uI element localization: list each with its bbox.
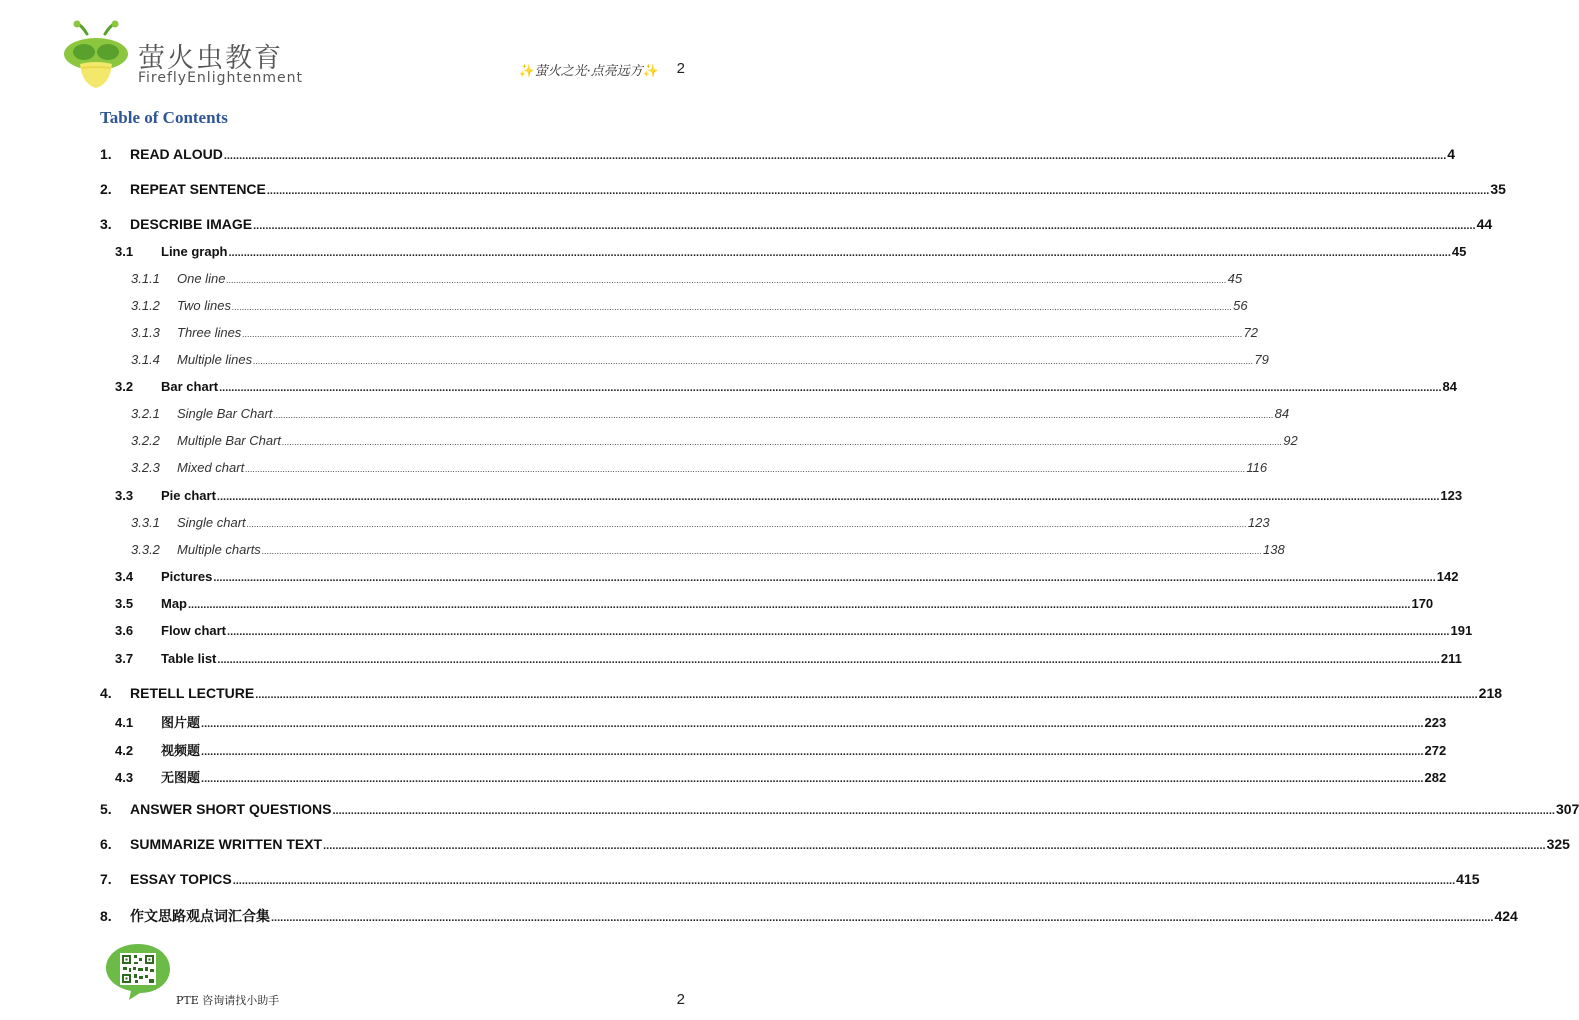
toc-entry-level-1[interactable] (100, 146, 1456, 162)
brand-name-chinese: 萤火虫教育 (138, 43, 283, 74)
toc-entry-level-3[interactable] (131, 542, 1285, 557)
toc-entry-number: 5. (100, 801, 112, 817)
toc-entry-level-2[interactable] (115, 379, 1458, 394)
toc-entry-title: 视频题 (161, 743, 201, 758)
toc-entry-title: Two lines (177, 298, 231, 313)
toc-entry-level-3[interactable] (131, 298, 1248, 313)
toc-entry-title: READ ALOUD (130, 146, 223, 162)
toc-entry-number: 6. (100, 836, 112, 852)
firefly-logo-icon (60, 20, 132, 92)
brand-name-english: FireflyEnlightenment (138, 70, 303, 86)
toc-entry-number: 3.3.2 (131, 542, 160, 557)
toc-entry-number: 1. (100, 146, 112, 162)
toc-entry-level-1[interactable] (100, 836, 1570, 852)
toc-entry-level-2[interactable] (115, 712, 1447, 731)
toc-leader-dots: ................................................................................................................................................................................................................................................................................................................................................................................................................ (266, 185, 1490, 197)
toc-entry-title: 无图题 (161, 770, 201, 785)
toc-entry-page: 4 (1447, 146, 1456, 162)
toc-entry-level-2[interactable] (115, 569, 1459, 584)
toc-leader-dots: ................................................................................................................................................................................................................................................................................................................................................................................................................ (255, 689, 1478, 701)
toc-leader-dots: ................................................................................................................................................................................................................................................................................................................................................................................................................ (213, 572, 1436, 584)
toc-entry-title: Pie chart (161, 488, 216, 503)
toc-entry-level-1[interactable] (100, 181, 1506, 197)
toc-entry-number: 3. (100, 216, 112, 232)
toc-entry-title: Three lines (177, 325, 242, 340)
toc-entry-title: Multiple lines (177, 352, 253, 367)
toc-entry-page: 45 (1451, 244, 1467, 259)
toc-entry-page: 56 (1233, 298, 1248, 313)
wechat-qr-code-icon (103, 940, 173, 1002)
toc-entry-page: 424 (1494, 908, 1518, 924)
toc-entry-number: 8. (100, 908, 112, 924)
toc-leader-dots: ................................................................................................................................................................................................................................................................................................................................................................................................................ (242, 329, 1243, 339)
toc-leader-dots: ................................................................................................................................................................................................................................................................................................................................................................................................................ (323, 840, 1546, 852)
toc-entry-number: 3.3 (115, 488, 134, 503)
toc-leader-dots: ................................................................................................................................................................................................................................................................................................................................................................................................................ (253, 356, 1254, 366)
sparkle-icon: ✨ (518, 64, 535, 79)
toc-entry-level-3[interactable] (131, 433, 1298, 448)
toc-entry-number: 3.1.1 (131, 271, 160, 286)
toc-entry-number: 3.1.4 (131, 352, 160, 367)
toc-entry-title: Single chart (177, 515, 246, 530)
toc-entry-page: 211 (1440, 651, 1462, 666)
toc-entry-page: 142 (1436, 569, 1459, 584)
toc-leader-dots: ................................................................................................................................................................................................................................................................................................................................................................................................................ (231, 302, 1233, 312)
toc-leader-dots: ................................................................................................................................................................................................................................................................................................................................................................................................................ (223, 150, 1447, 162)
toc-entry-page: 223 (1424, 715, 1447, 730)
toc-entry-page: 123 (1440, 488, 1463, 503)
toc-leader-dots: ................................................................................................................................................................................................................................................................................................................................................................................................................ (273, 410, 1274, 420)
toc-entry-number: 4. (100, 685, 112, 701)
toc-leader-dots: ................................................................................................................................................................................................................................................................................................................................................................................................................ (227, 626, 1450, 638)
toc-entry-title: One line (177, 271, 226, 286)
footer-page-number: 2 (676, 991, 685, 1008)
toc-entry-page: 116 (1246, 460, 1268, 475)
toc-entry-title: Bar chart (161, 379, 219, 394)
toc-entry-level-2[interactable] (115, 488, 1463, 503)
sparkle-icon: ✨ (642, 64, 659, 79)
toc-entry-page: 84 (1274, 406, 1290, 421)
toc-entry-level-2[interactable] (115, 740, 1447, 759)
toc-entry-title: SUMMARIZE WRITTEN TEXT (130, 836, 323, 852)
toc-entry-title: Multiple charts (177, 542, 261, 557)
toc-entry-level-2[interactable] (115, 244, 1467, 259)
toc-entry-level-3[interactable] (131, 515, 1270, 530)
toc-entry-page: 123 (1247, 515, 1270, 530)
toc-entry-level-3[interactable] (131, 460, 1268, 475)
toc-leader-dots: ................................................................................................................................................................................................................................................................................................................................................................................................................ (201, 718, 1424, 730)
toc-entry-title: 作文思路观点词汇合集 (130, 908, 270, 924)
toc-entry-number: 3.5 (115, 596, 134, 611)
toc-entry-title: 图片题 (161, 715, 201, 730)
toc-entry-title: Single Bar Chart (177, 406, 273, 421)
toc-entry-page: 84 (1442, 379, 1458, 394)
toc-entry-level-1[interactable] (100, 685, 1503, 701)
toc-entry-page: 218 (1478, 685, 1503, 701)
toc-entry-number: 3.1.3 (131, 325, 160, 340)
toc-leader-dots: ................................................................................................................................................................................................................................................................................................................................................................................................................ (219, 382, 1442, 394)
toc-entry-number: 4.3 (115, 770, 134, 785)
toc-entry-number: 3.2.1 (131, 406, 160, 421)
toc-leader-dots: ................................................................................................................................................................................................................................................................................................................................................................................................................ (253, 220, 1476, 232)
toc-entry-level-2[interactable] (115, 596, 1434, 611)
toc-entry-level-3[interactable] (131, 406, 1290, 421)
toc-entry-title: ANSWER SHORT QUESTIONS (130, 801, 332, 817)
toc-leader-dots: ................................................................................................................................................................................................................................................................................................................................................................................................................ (217, 654, 1440, 666)
toc-entry-number: 4.1 (115, 715, 134, 730)
toc-entry-page: 45 (1227, 271, 1243, 286)
toc-entry-number: 7. (100, 871, 112, 887)
toc-entry-page: 138 (1263, 542, 1285, 557)
toc-entry-page: 92 (1283, 433, 1298, 448)
toc-entry-level-2[interactable] (115, 651, 1462, 666)
toc-entry-title: REPEAT SENTENCE (130, 181, 266, 197)
toc-leader-dots: ................................................................................................................................................................................................................................................................................................................................................................................................................ (188, 599, 1411, 611)
toc-entry-number: 3.6 (115, 623, 134, 638)
toc-entry-number: 2. (100, 181, 112, 197)
toc-leader-dots: ................................................................................................................................................................................................................................................................................................................................................................................................................ (201, 746, 1424, 758)
toc-entry-level-2[interactable] (115, 767, 1447, 786)
toc-leader-dots: ................................................................................................................................................................................................................................................................................................................................................................................................................ (201, 773, 1424, 785)
slogan-text: 萤火之光·点亮远方 (534, 64, 643, 79)
toc-entry-level-1[interactable] (100, 216, 1493, 232)
toc-entry-page: 415 (1456, 871, 1480, 887)
toc-title: Table of Contents (100, 108, 228, 127)
toc-leader-dots: ................................................................................................................................................................................................................................................................................................................................................................................................................ (282, 437, 1283, 447)
toc-entry-number: 3.2 (115, 379, 134, 394)
toc-leader-dots: ................................................................................................................................................................................................................................................................................................................................................................................................................ (271, 912, 1494, 924)
toc-entry-number: 3.2.3 (131, 460, 160, 475)
toc-entry-number: 3.1.2 (131, 298, 160, 313)
toc-entry-title: DESCRIBE IMAGE (130, 216, 253, 232)
toc-entry-title: ESSAY TOPICS (130, 871, 232, 887)
toc-leader-dots: ................................................................................................................................................................................................................................................................................................................................................................................................................ (246, 519, 1247, 529)
toc-leader-dots: ................................................................................................................................................................................................................................................................................................................................................................................................................ (216, 491, 1440, 503)
toc-leader-dots: ................................................................................................................................................................................................................................................................................................................................................................................................................ (226, 275, 1227, 285)
toc-entry-title: RETELL LECTURE (130, 685, 255, 701)
toc-entry-level-3[interactable] (131, 271, 1243, 286)
toc-entry-title: Mixed chart (177, 460, 245, 475)
toc-entry-level-3[interactable] (131, 352, 1269, 367)
toc-entry-page: 35 (1490, 181, 1506, 197)
toc-entry-title: Flow chart (161, 623, 227, 638)
footer-contact-text: PTE 咨询请找小助手 (176, 994, 280, 1007)
toc-entry-number: 4.2 (115, 743, 134, 758)
toc-leader-dots: ................................................................................................................................................................................................................................................................................................................................................................................................................ (228, 247, 1451, 259)
toc-entry-page: 170 (1411, 596, 1434, 611)
toc-leader-dots: ................................................................................................................................................................................................................................................................................................................................................................................................................ (261, 546, 1263, 556)
toc-entry-page: 307 (1555, 801, 1579, 817)
toc-entry-page: 191 (1450, 623, 1473, 638)
toc-entry-page: 72 (1243, 325, 1258, 340)
toc-entry-page: 44 (1476, 216, 1493, 232)
toc-entry-title: Pictures (161, 569, 213, 584)
toc-entry-page: 272 (1424, 743, 1447, 758)
toc-leader-dots: ................................................................................................................................................................................................................................................................................................................................................................................................................ (245, 464, 1246, 474)
toc-entry-title: Table list (161, 651, 217, 666)
toc-entry-page: 325 (1546, 836, 1570, 852)
toc-entry-number: 3.3.1 (131, 515, 160, 530)
toc-leader-dots: ................................................................................................................................................................................................................................................................................................................................................................................................................ (332, 805, 1555, 817)
toc-entry-number: 3.1 (115, 244, 134, 259)
toc-entry-title: Line graph (161, 244, 228, 259)
toc-entry-number: 3.4 (115, 569, 134, 584)
toc-entry-level-1[interactable] (100, 871, 1480, 887)
toc-entry-title: Map (161, 596, 187, 611)
toc-entry-page: 79 (1254, 352, 1269, 367)
toc-entry-page: 282 (1424, 770, 1447, 785)
toc-entry-title: Multiple Bar Chart (177, 433, 282, 448)
header-slogan (518, 60, 659, 79)
toc-entry-number: 3.2.2 (131, 433, 160, 448)
toc-leader-dots: ................................................................................................................................................................................................................................................................................................................................................................................................................ (232, 875, 1456, 887)
toc-entry-level-3[interactable] (131, 325, 1258, 340)
toc-entry-level-1[interactable] (100, 801, 1579, 817)
toc-entry-number: 3.7 (115, 651, 134, 666)
toc-entry-level-1[interactable] (100, 906, 1518, 926)
header-page-number: 2 (676, 60, 685, 77)
toc-entry-level-2[interactable] (115, 623, 1473, 638)
